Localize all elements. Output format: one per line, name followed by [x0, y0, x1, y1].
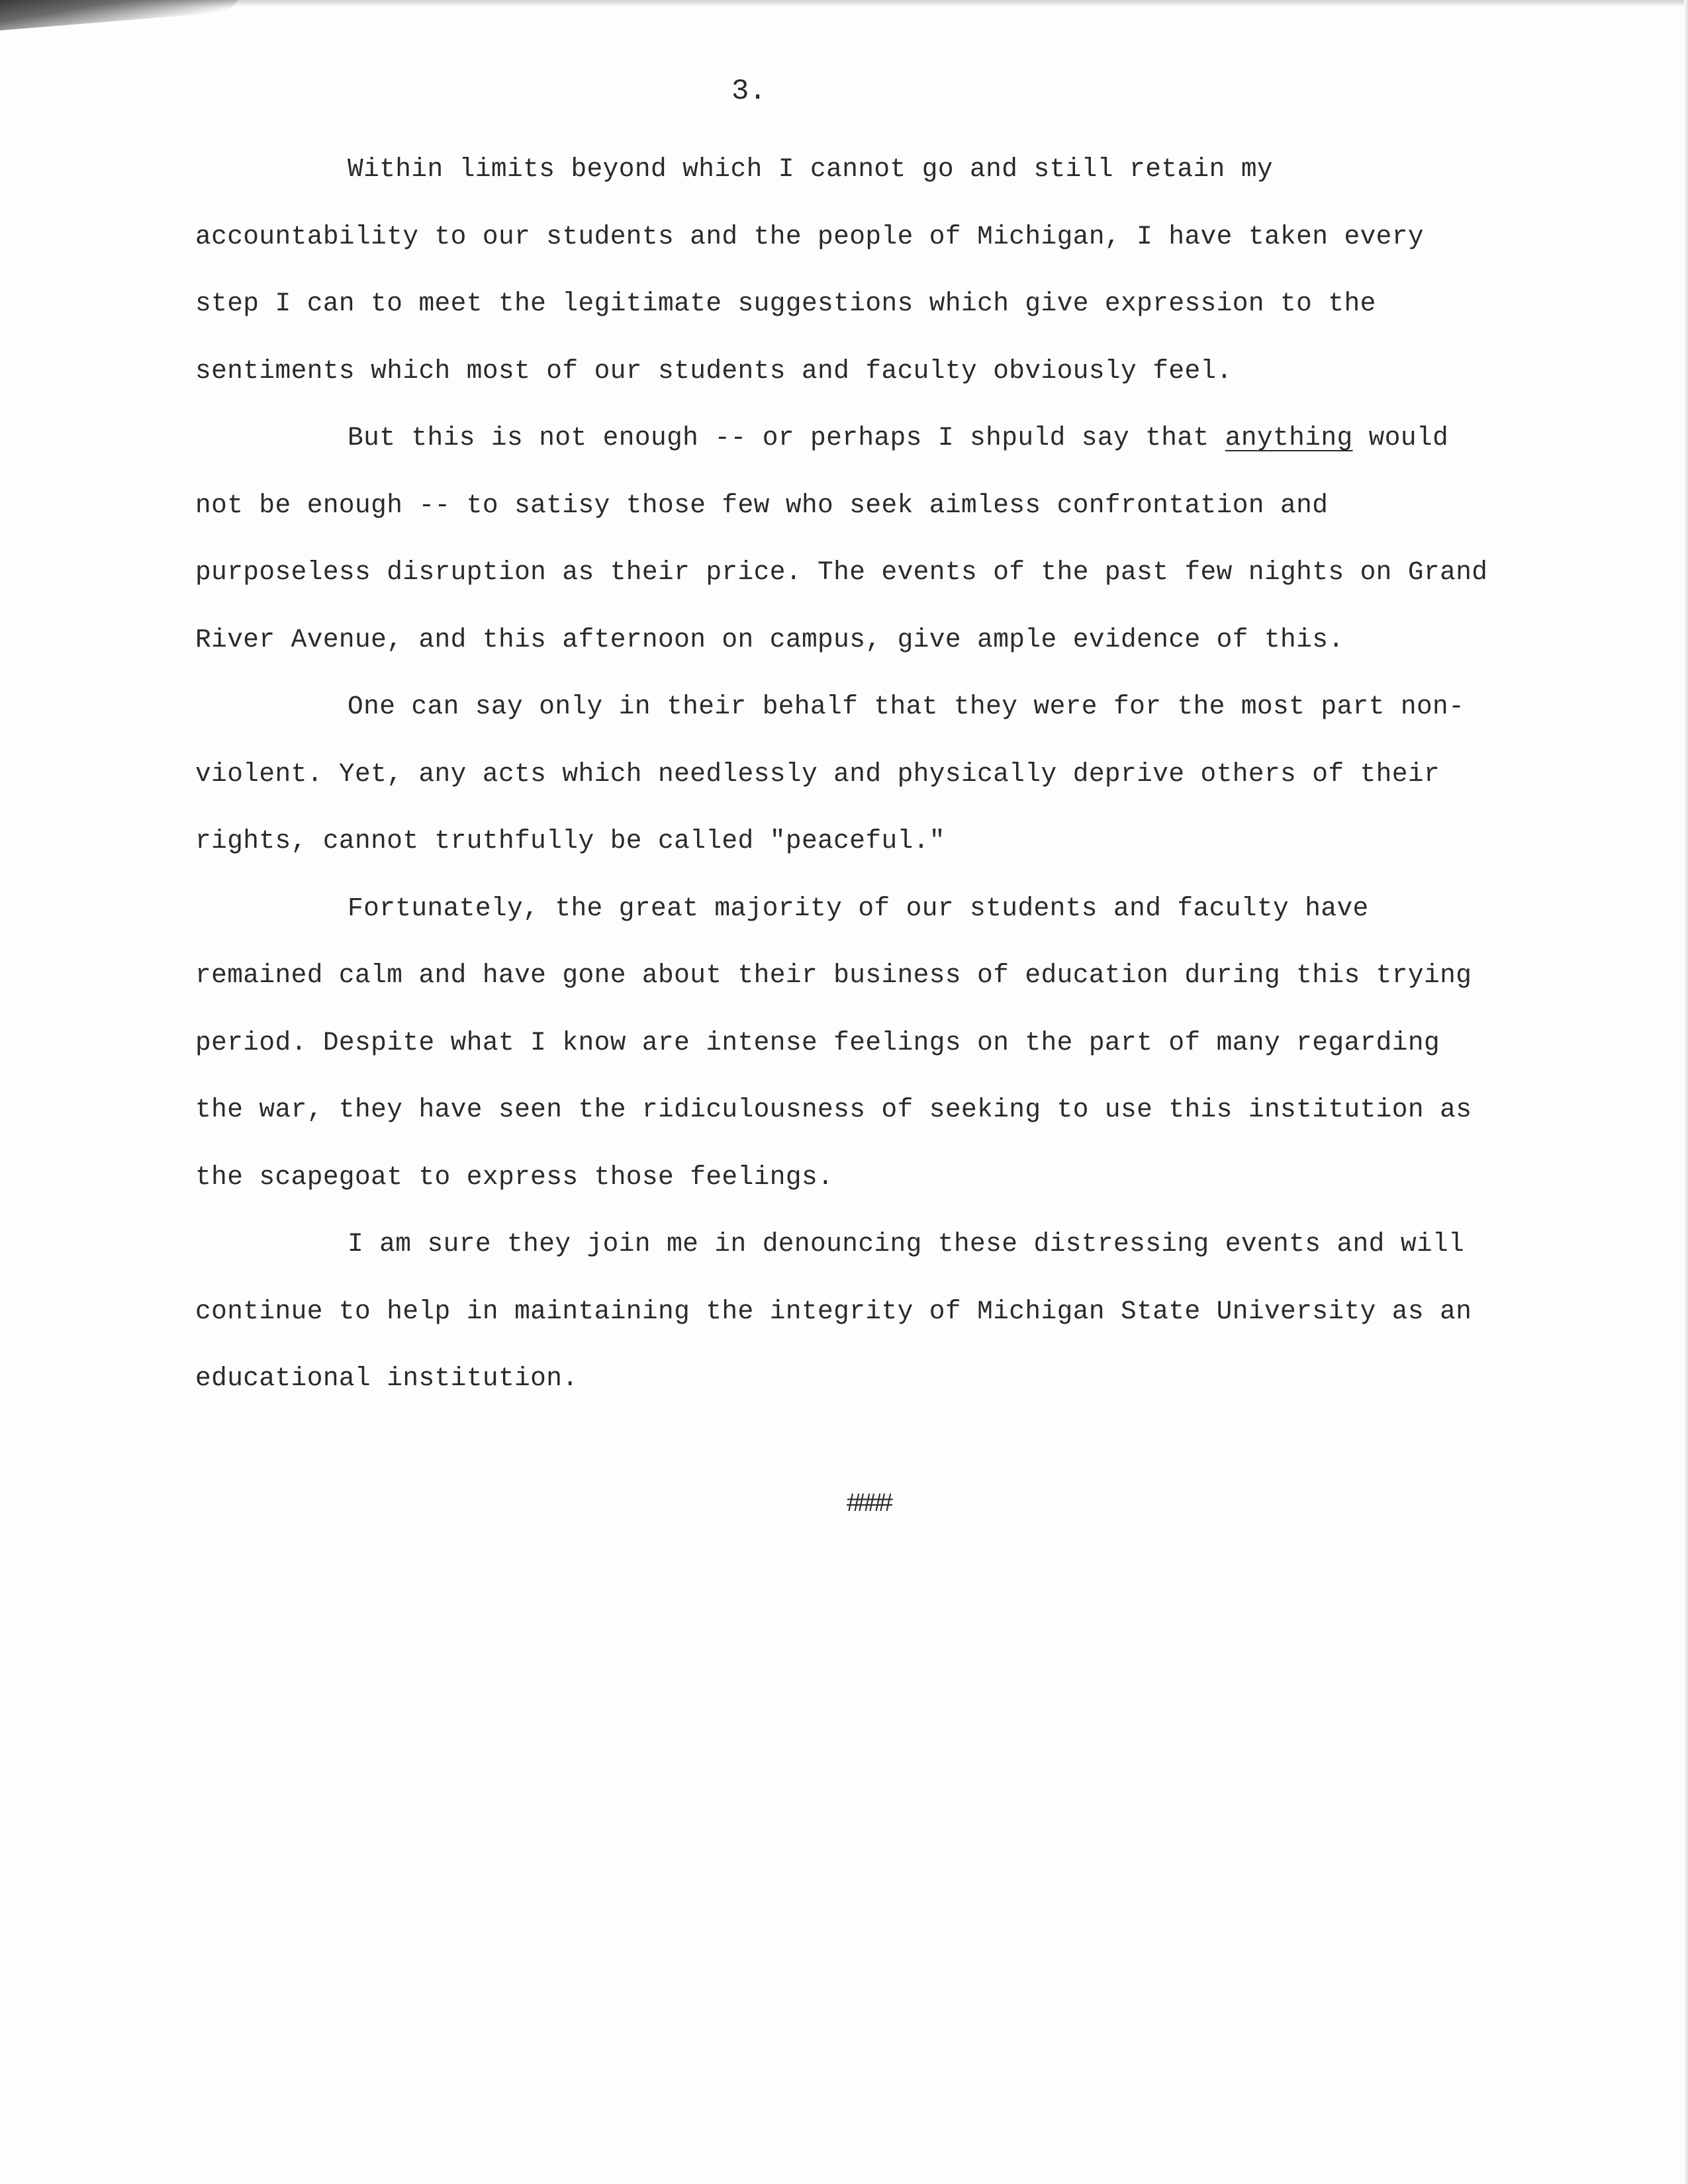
underlined-word: anything: [1225, 423, 1353, 453]
page-top-edge: [0, 0, 1688, 7]
paragraph-2: [195, 404, 1493, 673]
paragraph-2-start: But this is not enough -- or perhaps I shpuld say that: [348, 423, 1225, 453]
page-right-edge: [1684, 0, 1688, 2184]
page-corner-fold: [0, 0, 238, 30]
letter-body: [195, 136, 1493, 1412]
end-mark: ####: [846, 1490, 889, 1520]
paragraph-3: One can say only in their behalf that they were for the most part non-violent. Yet, any acts which needlessly and physically deprive others of their rights, cannot truthfully be called "peaceful.": [195, 692, 1465, 856]
paragraph-2-end: would not be enough -- to satisy those few who seek aimless confrontation and purposeless disruption as their price. The events of the past few nights on Grand River Avenue, and this afternoon on campus, give ample evidence of this.: [195, 423, 1488, 655]
paragraph-1: Within limits beyond which I cannot go and still retain my accountability to our students and the people of Michigan, I have taken every step I can to meet the legitimate suggestions which give expression to the sentiments which most of our students and faculty obviously feel.: [195, 154, 1424, 386]
paragraph-4: Fortunately, the great majority of our students and faculty have remained calm and have gone about their business of education during this trying period. Despite what I know are intense feelings on the part of many regarding the war, they have seen the ridiculousness of seeking to use this institution as the scapegoat to express those feelings.: [195, 893, 1472, 1192]
page-number: 3.: [731, 75, 767, 108]
paragraph-5: I am sure they join me in denouncing these distressing events and will continue to help in maintaining the integrity of Michigan State University as an educational institution.: [195, 1229, 1472, 1393]
